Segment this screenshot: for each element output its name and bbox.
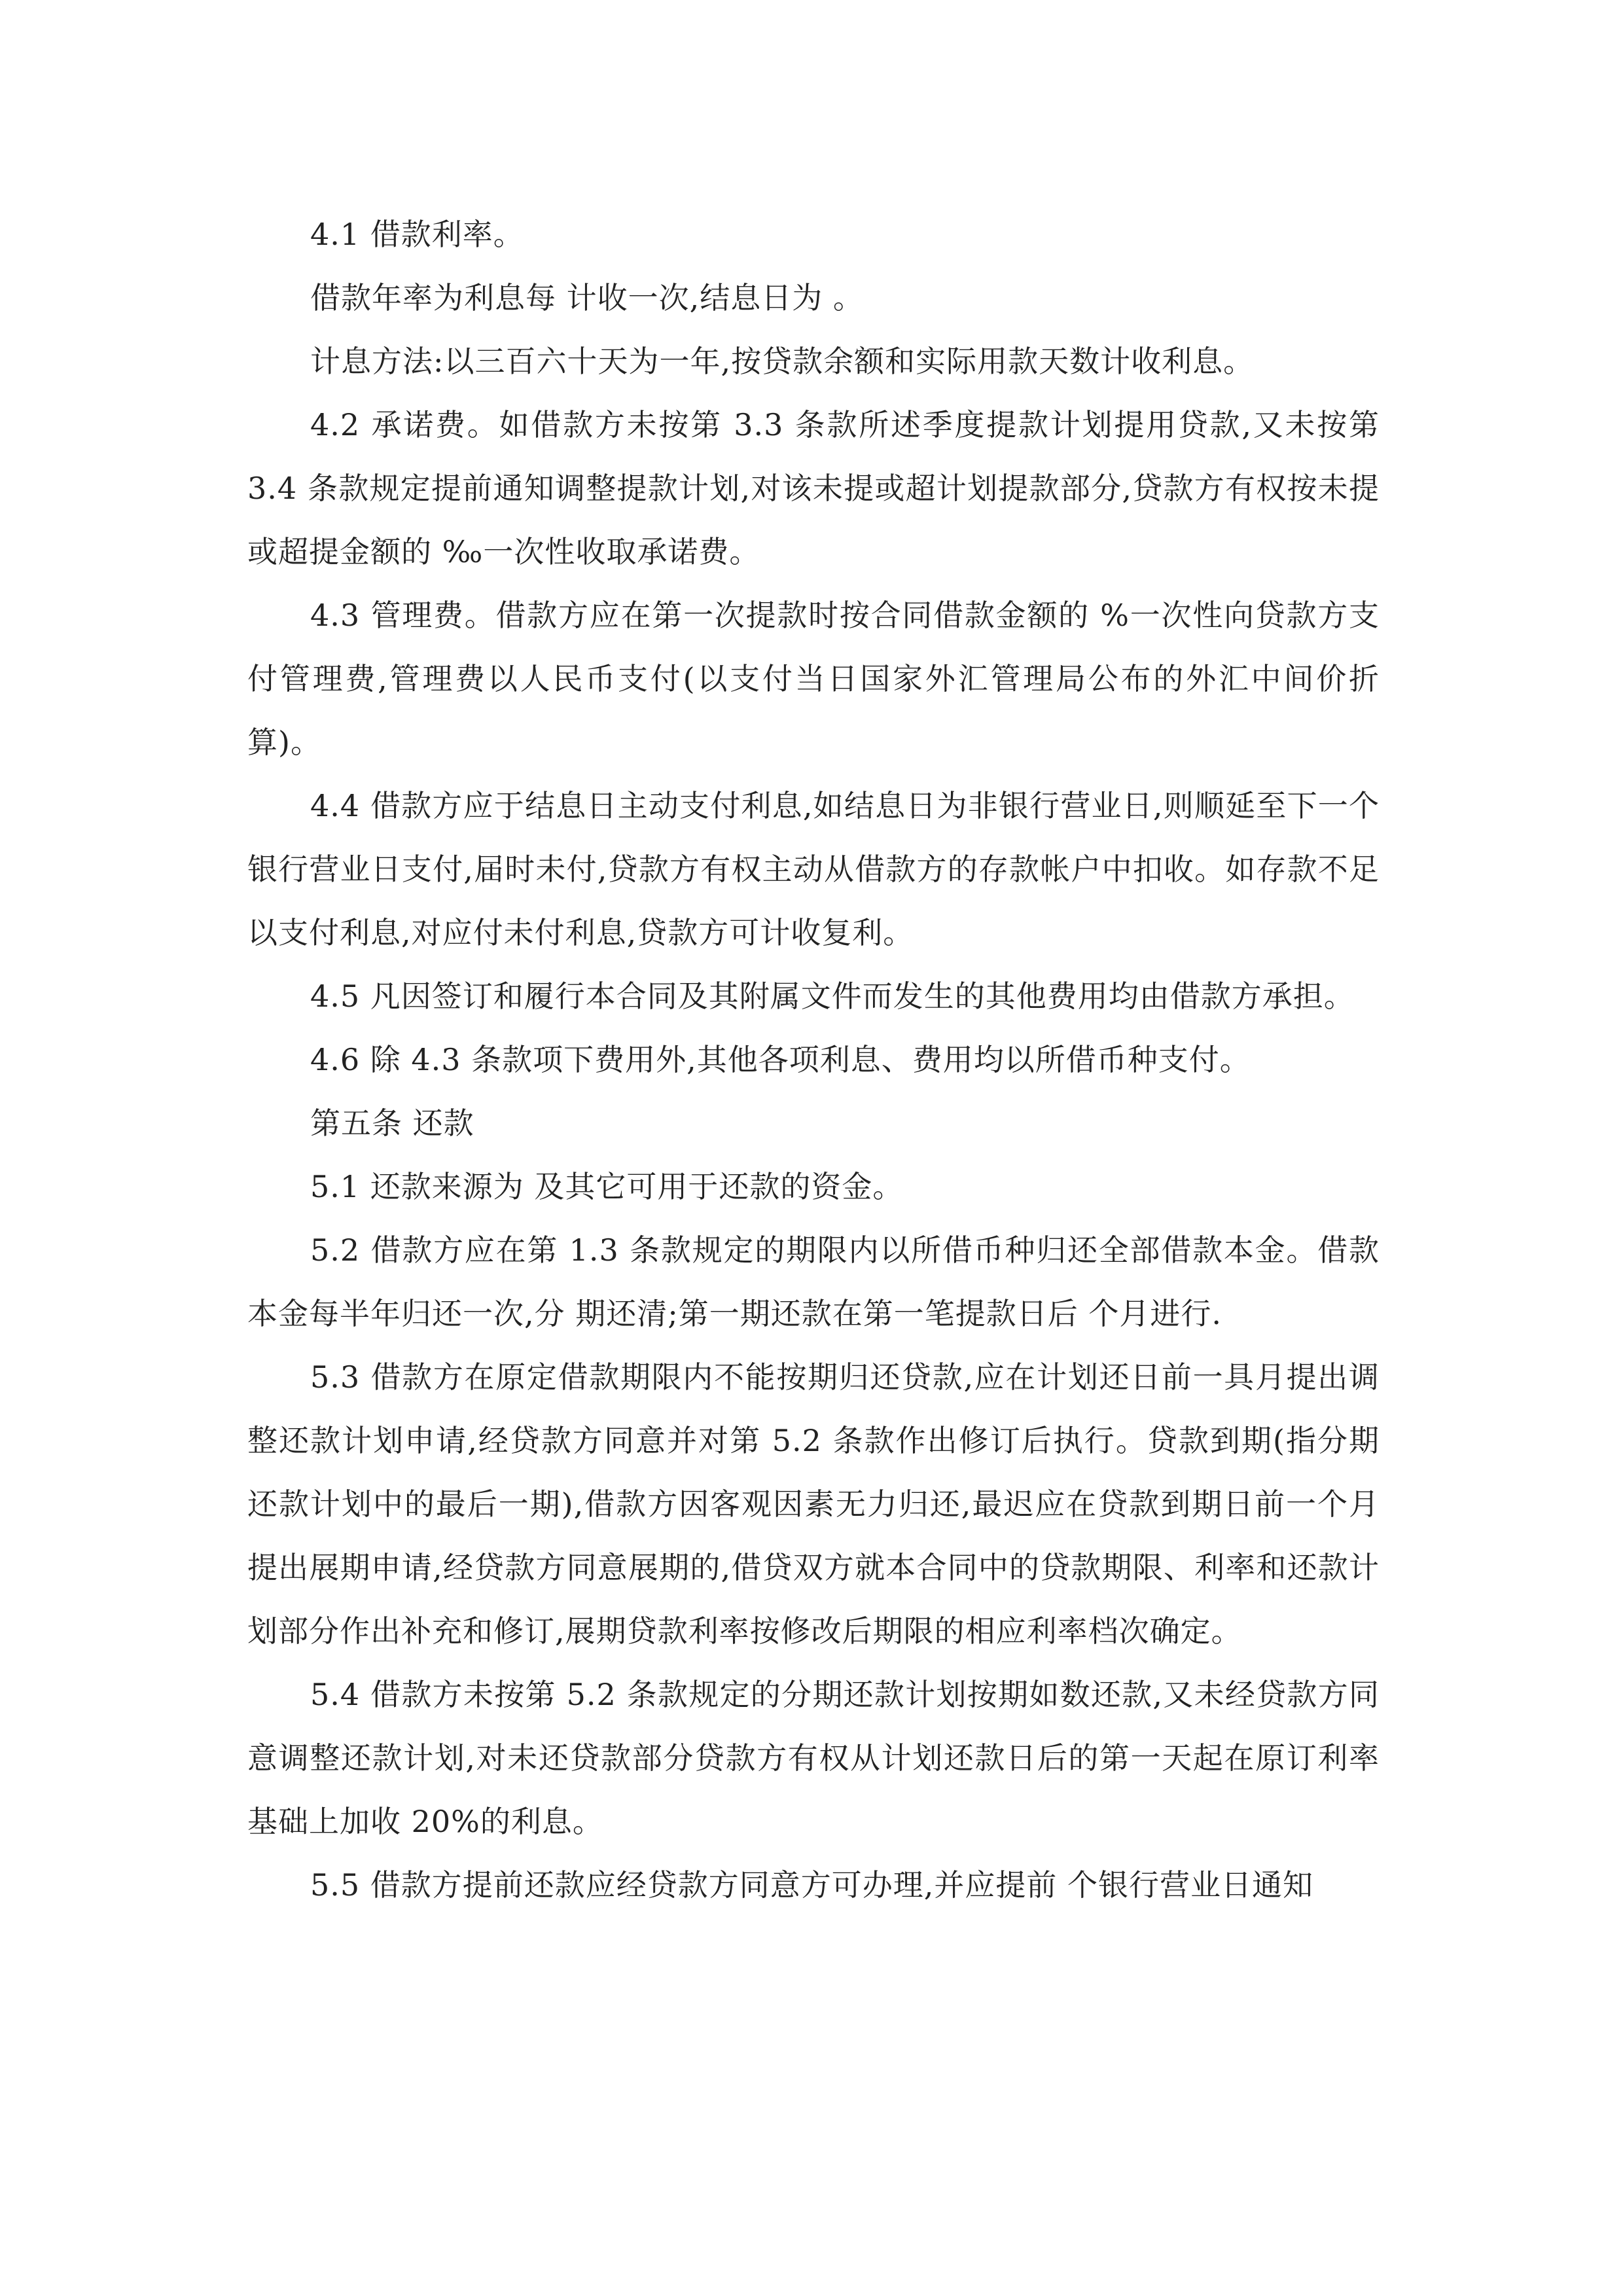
section-heading-article-5: 第五条 还款	[310, 1105, 474, 1141]
paragraph-interest-method: 计息方法:以三百六十天为一年,按贷款余额和实际用款天数计收利息。	[310, 344, 1255, 379]
paragraph-annual-rate: 借款年率为利息每 计收一次,结息日为 。	[310, 280, 864, 315]
paragraph-5-2-principal-repayment: 5.2 借款方应在第 1.3 条款规定的期限内以所借币种归还全部借款本金。借款本金每半年归还一次,分 期还清;第一期还款在第一笔提款日后 个月进行.	[247, 1232, 1380, 1331]
paragraph-4-5-other-costs: 4.5 凡因签订和履行本合同及其附属文件而发生的其他费用均由借款方承担。	[310, 978, 1355, 1014]
document-body	[247, 203, 1390, 1917]
paragraph-4-3-management-fee: 4.3 管理费。借款方应在第一次提款时按合同借款金额的 %一次性向贷款方支付管理费,管理费以人民币支付(以支付当日国家外汇管理局公布的外汇中间价折算)。	[247, 598, 1380, 760]
paragraph-5-3-extension: 5.3 借款方在原定借款期限内不能按期归还贷款,应在计划还日前一具月提出调整还款计划申请,经贷款方同意并对第 5.2 条款作出修订后执行。贷款到期(指分期还款计划中的最后一期),借款方因客观因素无力归还,最迟应在贷款到期日前一个月提出展期申请,经贷款方同意展期的,借贷双方就本合同中的贷款期限、利率和还款计划部分作出补充和修订,展期贷款利率按修改后期限的相应利率档次确定。	[247, 1359, 1380, 1649]
paragraph-5-1-repayment-source: 5.1 还款来源为 及其它可用于还款的资金。	[310, 1169, 904, 1204]
paragraph-4-4-interest-payment: 4.4 借款方应于结息日主动支付利息,如结息日为非银行营业日,则顺延至下一个银行营业日支付,届时未付,贷款方有权主动从借款方的存款帐户中扣收。如存款不足以支付利息,对应付未付利息,贷款方可计收复利。	[247, 788, 1380, 950]
paragraph-4-1-title: 4.1 借款利率。	[310, 217, 524, 252]
paragraph-4-2-commitment-fee: 4.2 承诺费。如借款方未按第 3.3 条款所述季度提款计划提用贷款,又未按第 3.4 条款规定提前通知调整提款计划,对该未提或超计划提款部分,贷款方有权按未提或超提金额的 ‰一次性收取承诺费。	[247, 407, 1390, 569]
paragraph-5-4-overdue: 5.4 借款方未按第 5.2 条款规定的分期还款计划按期如数还款,又未经贷款方同意调整还款计划,对未还贷款部分贷款方有权从计划还款日后的第一天起在原订利率基础上加收 20%的利息。	[247, 1677, 1380, 1839]
paragraph-5-5-early-repayment: 5.5 借款方提前还款应经贷款方同意方可办理,并应提前 个银行营业日通知	[310, 1867, 1314, 1903]
paragraph-4-6-currency: 4.6 除 4.3 条款项下费用外,其他各项利息、费用均以所借币种支付。	[310, 1042, 1251, 1077]
